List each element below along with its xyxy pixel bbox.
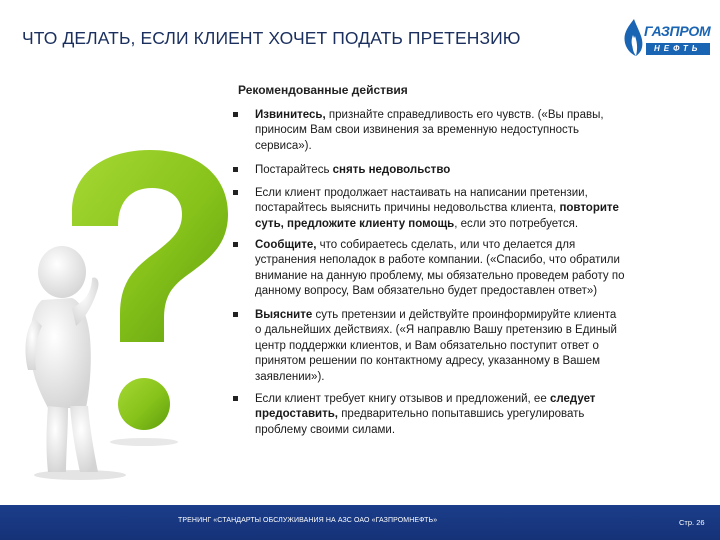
- company-logo: [620, 14, 712, 62]
- bullet-marker: [233, 190, 238, 195]
- list-item-text: Постарайтесь снять недовольство: [255, 164, 451, 176]
- section-heading: Рекомендованные действия: [238, 83, 408, 97]
- item-emphasis: снять недовольство: [332, 164, 451, 176]
- item-emphasis: Выясните: [255, 309, 313, 321]
- list-item-text: Извинитесь, признайте справедливость его чувств. («Вы правы, приносим Вам свои извинения за временную недоступность сервиса»).: [255, 109, 604, 152]
- item-emphasis: повторите: [559, 202, 619, 215]
- gas-flame-icon: [620, 16, 646, 58]
- bullet-marker: [233, 312, 238, 317]
- list-item-text: Если клиент продолжает настаивать на написании претензии, постарайтесь выяснить причины недовольства клиента, повторите суть, предложите клиенту помощь, если это потребуется.: [255, 187, 619, 230]
- item-emphasis: Извинитесь,: [255, 109, 326, 121]
- list-item-text: Сообщите, что собираетесь сделать, или что делается для устранения неполадок в работе компании. («Спасибо, что обратили внимание на данную проблему, мы обязательно проведем работу по данному вопросу, Вам обязательно будет предоставлен ответ»): [255, 239, 625, 298]
- logo-word-primary: ГАЗПРОМ: [644, 23, 711, 39]
- item-emphasis: суть, предложите клиенту помощь: [255, 217, 455, 230]
- bullet-marker: [233, 112, 238, 117]
- footer-band: [0, 505, 720, 540]
- footer-text: ТРЕНИНГ «СТАНДАРТЫ ОБСЛУЖИВАНИЯ НА АЗС ОАО «ГАЗПРОМНЕФТЬ»: [178, 517, 438, 524]
- item-emphasis: предоставить,: [255, 408, 338, 421]
- question-mark-figure-illustration: [20, 142, 240, 482]
- list-item-text: Выясните суть претензии и действуйте проинформируйте клиента о дальнейших действиях. («Я направлю Вашу претензию в Единый центр поддержки клиентов, и Вам обязательно поступит ответ о принятом решении по контактному адресу, указанному в Вашем заявлении»).: [255, 309, 617, 383]
- item-emphasis: следует: [549, 393, 596, 405]
- bullet-marker: [233, 396, 238, 401]
- logo-word-secondary: НЕФТЬ: [654, 44, 702, 53]
- bullet-marker: [233, 167, 238, 172]
- list-item-text: Если клиент требует книгу отзывов и предложений, ее следует предоставить, предварительно попытавшись урегулировать проблему своими силами.: [255, 393, 596, 436]
- page-title: ЧТО ДЕЛАТЬ, ЕСЛИ КЛИЕНТ ХОЧЕТ ПОДАТЬ ПРЕТЕНЗИЮ: [22, 28, 521, 48]
- bullet-marker: [233, 242, 238, 247]
- page-number: Стр. 26: [679, 518, 705, 527]
- item-emphasis: Сообщите,: [255, 239, 317, 251]
